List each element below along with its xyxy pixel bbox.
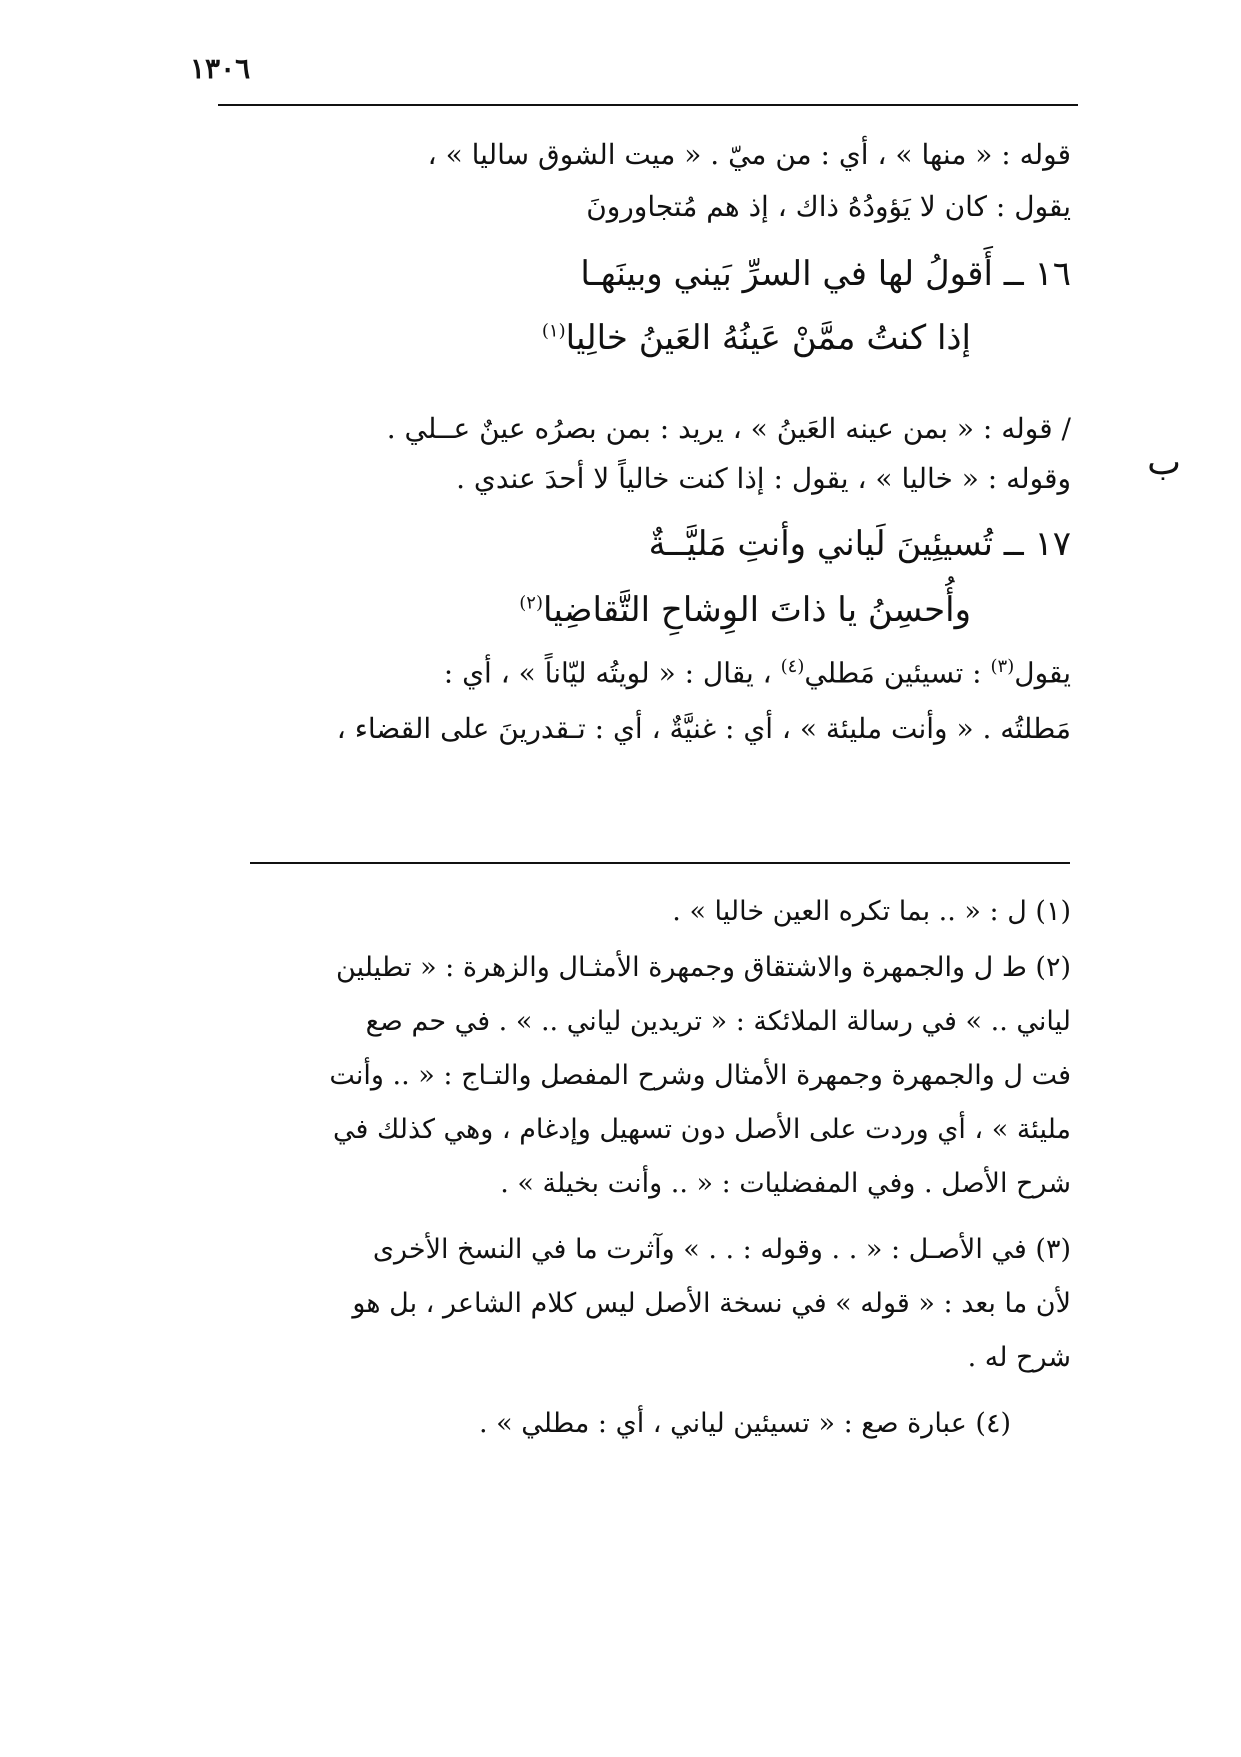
footnote-2-line: مليئة » ، أي وردت على الأصل دون تسهيل وإدغام ، وهي كذلك في	[332, 1114, 1071, 1145]
verse-text: وأُحسِنُ يا ذاتَ الوِشاحِ التَّقاضِيا	[542, 590, 971, 630]
text-run: : تسيئين مَطلي	[804, 656, 982, 690]
verse-16-first-hemistich: ١٦ ــ أَقولُ لها في السرِّ بَيني وبينَهـا	[580, 254, 1071, 294]
footnote-4: (٤) عبارة صع : « تسيئين لياني ، أي : مطلي » .	[479, 1408, 1011, 1439]
footnote-3-line: لأن ما بعد : « قوله » في نسخة الأصل ليس كلام الشاعر ، بل هو	[352, 1288, 1071, 1319]
text-run: ، يقال : « لويتُه ليّاناً » ، أي :	[443, 656, 772, 690]
verse-17-first-hemistich: ١٧ ــ تُسيئِينَ لَياني وأنتِ مَليَّــةٌ	[648, 524, 1071, 564]
footnote-ref: (١)	[541, 320, 566, 342]
text-line: وقوله : « خاليا » ، يقول : إذا كنت خالياً لا أحدَ عندي .	[456, 462, 1071, 495]
text-line: قوله : « منها » ، أي : من ميّ . « ميت الشوق ساليا » ،	[427, 138, 1071, 171]
footnote-1: (١) ل : « .. بما تكره العين خاليا » .	[672, 896, 1071, 927]
text-line: يقول : كان لا يَؤودُهُ ذاك ، إذ هم مُتجاورونَ	[586, 190, 1071, 223]
footnote-ref: (٤)	[780, 656, 805, 677]
footnote-ref: (٣)	[990, 656, 1015, 677]
page-number: ١٣٠٦	[190, 52, 251, 85]
footnote-3-line: (٣) في الأصـل : « . . وقوله : . . » وآثرت ما في النسخ الأخرى	[372, 1234, 1071, 1265]
footnote-3-line: شرح له .	[967, 1342, 1071, 1373]
footnote-2-line: شرح الأصل . وفي المفضليات : « .. وأنت بخيلة » .	[500, 1168, 1071, 1199]
text-run: يقول	[1014, 656, 1071, 690]
footnote-ref: (٢)	[519, 592, 543, 614]
margin-folio-mark: ب	[1147, 442, 1181, 483]
footnote-2-line: فت ل والجمهرة وجمهرة الأمثال وشرح المفصل والتـاج : « .. وأنت	[329, 1060, 1071, 1091]
text-line: / قوله : « بمن عينه العَينُ » ، يريد : بمن بصرُه عينٌ عــلي .	[386, 412, 1071, 445]
verse-text: إذا كنتُ ممَّنْ عَينُهُ العَينُ خالِيا	[565, 318, 971, 358]
footnote-2-line: (٢) ط ل والجمهرة والاشتقاق وجمهرة الأمثـال والزهرة : « تطيلين	[336, 952, 1071, 983]
text-line: مَطلتُه . « وأنت مليئة » ، أي : غنيَّةٌ ، أي : تـقدرينَ على القضاء ،	[336, 712, 1071, 745]
footnotes	[201, 0, 1071, 1757]
footnote-2-line: لياني .. » في رسالة الملائكة : « تريدين لياني .. » . في حم صع	[365, 1006, 1071, 1037]
